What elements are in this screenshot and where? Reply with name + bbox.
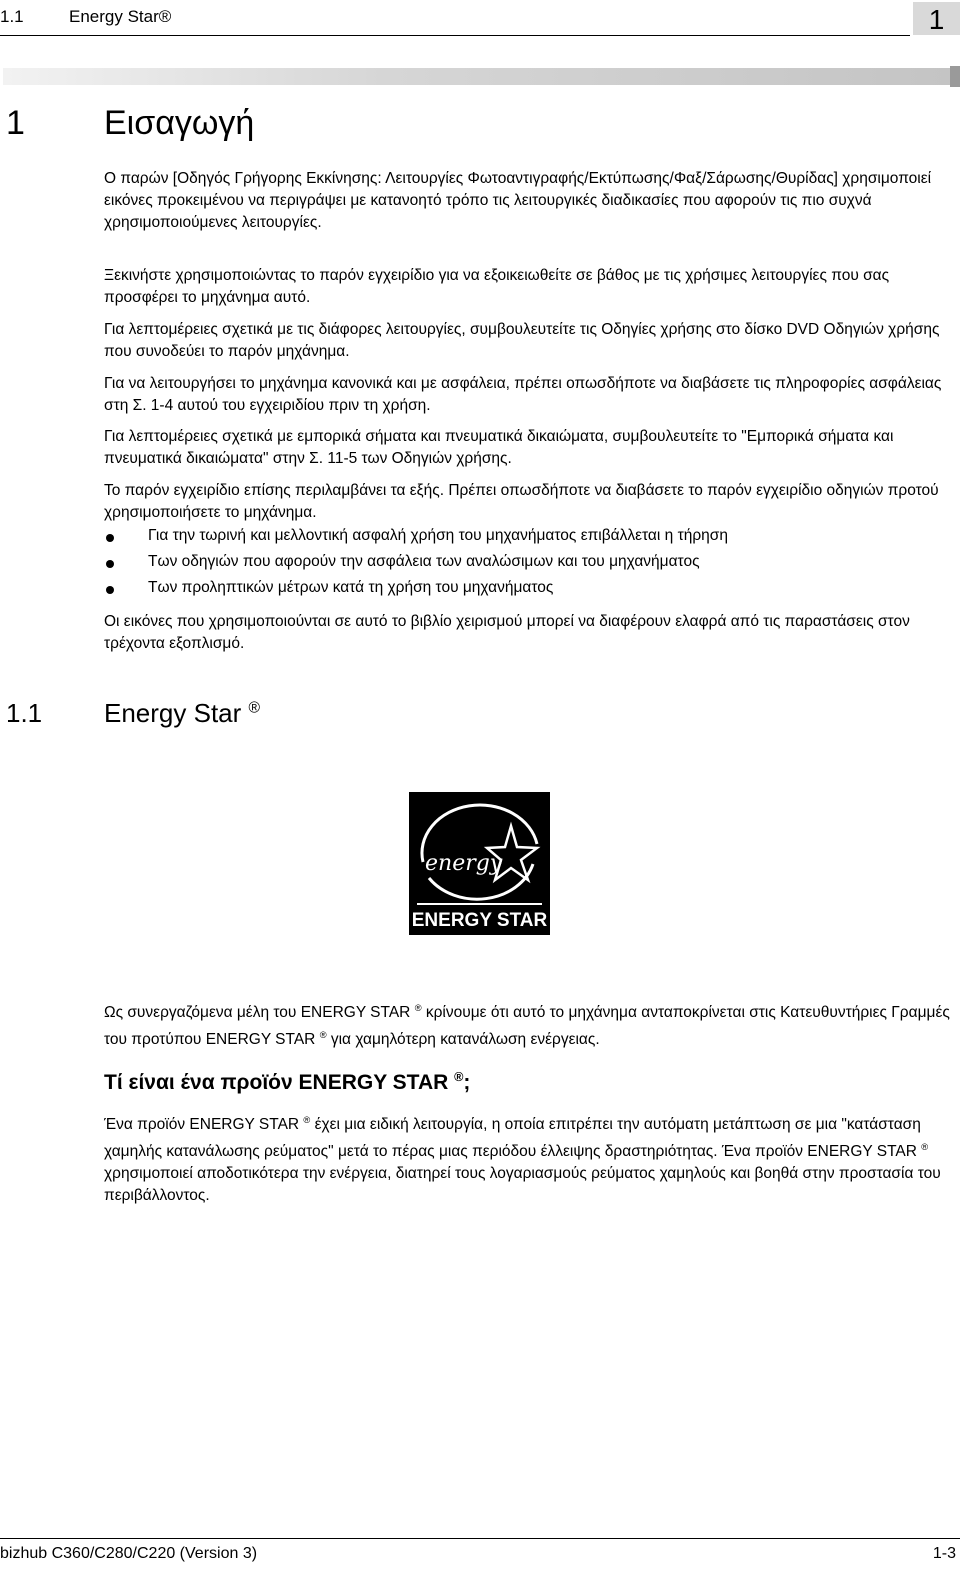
partner-text-1: Ως συνεργαζόμενα μέλη του ENERGY STAR [104, 1004, 411, 1022]
registered-mark: ® [303, 1115, 311, 1125]
logo-label: ENERGY STAR [411, 910, 548, 931]
decorative-band [3, 68, 957, 85]
bullet-icon [106, 534, 114, 542]
paragraph-text: Οι εικόνες που χρησιμοποιούνται σε αυτό το βιβλίο χειρισμού μπορεί να διαφέρουν ελαφρά από τις παραστάσεις στον τρέχοντα εξοπλισμό. [104, 613, 910, 652]
partner-text-3: για χαμηλότερη κατανάλωση ενέργειας. [326, 1031, 600, 1049]
paragraph-includes [104, 480, 954, 524]
decorative-band-end [950, 66, 960, 87]
paragraph-intro [104, 168, 954, 234]
logo-word: energy [425, 851, 503, 876]
energy-star-logo [409, 792, 550, 935]
registered-mark: ® [414, 1003, 422, 1013]
chapter-title: Εισαγωγή [104, 104, 255, 142]
bullet-list [104, 527, 954, 605]
paragraph-details [104, 319, 954, 363]
footer-page-number: 1-3 [932, 1545, 956, 1562]
chapter-tab: 1 [913, 2, 960, 35]
partner-text-2: κρίνουμε ότι αυτό το μηχάνημα ανταποκρίνεται στις Κατευθυντήριες Γραμμές του προτύπου ENERGY STAR [104, 1004, 950, 1049]
section-title-text: Energy Star [104, 698, 242, 728]
footer-rule [0, 1538, 960, 1539]
list-item [104, 579, 954, 605]
paragraph-text [104, 997, 954, 1051]
list-item [104, 527, 954, 553]
chapter-number: 1 [6, 104, 25, 142]
energy-star-logo-icon [409, 792, 550, 935]
subheading-tail: ; [463, 1071, 471, 1094]
list-item-text: Των προληπτικών μέτρων κατά τη χρήση του μηχανήματος [148, 579, 554, 596]
registered-mark: ® [319, 1030, 327, 1041]
paragraph-partner [104, 997, 954, 1051]
section-title [104, 698, 260, 729]
list-item-text: Για την τωρινή και μελλοντική ασφαλή χρήση του μηχανήματος επιβάλλεται η τήρηση [148, 527, 728, 544]
bullet-icon [106, 560, 114, 568]
paragraph-trademarks [104, 426, 954, 470]
paragraph-illustrations [104, 611, 954, 655]
paragraph-text: Για λεπτομέρειες σχετικά με τις διάφορες λειτουργίες, συμβουλευτείτε τις Οδηγίες χρήσης στο δίσκο DVD Οδηγιών χρήσης που συνοδεύει το παρόν μηχάνημα. [104, 321, 940, 360]
product-text-3: χρησιμοποιεί αποδοτικότερα την ενέργεια, διατηρεί τους λογαριασμούς ρεύματος χαμηλούς και βοηθά στην προστασία του περιβάλλοντος. [104, 1165, 941, 1205]
paragraph-text: Για να λειτουργήσει το μηχάνημα κανονικά και με ασφάλεια, πρέπει οπωσδήποτε να διαβάσετε τις πληροφορίες ασφάλειας στη Σ. 1-4 αυτού του εγχειριδίου πριν τη χρήση. [104, 375, 942, 414]
paragraph-text: Ο παρών [Οδηγός Γρήγορης Εκκίνησης: Λειτουργίες Φωτοαντιγραφής/Εκτύπωσης/Φαξ/Σάρωσης/Θυρίδας] χρησιμοποιεί εικόνες προκειμένου να περιγράψει με κατανοητό τρόπο τις λειτουργικές διαδικασίες που αφορούν τις πιο συχνά χρησιμοποιούμενες λειτουργίες. [104, 170, 932, 231]
subheading [104, 1070, 470, 1095]
product-text-1: Ένα προϊόν ENERGY STAR [104, 1116, 300, 1134]
paragraph-start [104, 265, 954, 309]
footer-model: bizhub C360/C280/C220 (Version 3) [0, 1545, 258, 1562]
registered-mark: ® [921, 1142, 929, 1153]
header-rule [0, 35, 910, 36]
registered-mark: ® [454, 1070, 464, 1084]
page-header [0, 0, 960, 40]
paragraph-text: Για λεπτομέρειες σχετικά με εμπορικά σήματα και πνευματικά δικαιώματα, συμβουλευτείτε το "Εμπορικά σήματα και πνευματικά δικαιώματα" στην Σ. 11-5 των Οδηγιών χρήσης. [104, 428, 894, 467]
header-section-title: Energy Star® [69, 7, 172, 26]
list-item-text: Των οδηγιών που αφορούν την ασφάλεια των αναλώσιμων και του μηχανήματος [148, 553, 700, 570]
list-item [104, 553, 954, 579]
paragraph-text: Το παρόν εγχειρίδιο επίσης περιλαμβάνει τα εξής. Πρέπει οπωσδήποτε να διαβάσετε το παρόν εγχειρίδιο οδηγιών προτού χρησιμοποιήσετε το μηχάνημα. [104, 482, 939, 521]
section-number: 1.1 [6, 698, 43, 728]
paragraph-product [104, 1109, 954, 1207]
paragraph-text: Ξεκινήστε χρησιμοποιώντας το παρόν εγχειρίδιο για να εξοικειωθείτε σε βάθος με τις χρήσιμες λειτουργίες που σας προσφέρει το μηχάνημα αυτό. [104, 267, 890, 306]
paragraph-text [104, 1109, 954, 1207]
paragraph-safety [104, 373, 954, 417]
header-section-number: 1.1 [0, 7, 24, 26]
bullet-icon [106, 586, 114, 594]
registered-mark: ® [248, 699, 261, 717]
product-text-2: έχει μια ειδική λειτουργία, η οποία επιτρέπει την αυτόματη μετάπτωση σε μια "κατάσταση χαμηλής κατανάλωσης ρεύματος" μετά το πέρας μιας περιόδου έλλειψης δραστηριότητας. Ένα προϊόν ENERGY STAR [104, 1116, 921, 1161]
subheading-text: Τί είναι ένα προϊόν ENERGY STAR [104, 1071, 449, 1094]
